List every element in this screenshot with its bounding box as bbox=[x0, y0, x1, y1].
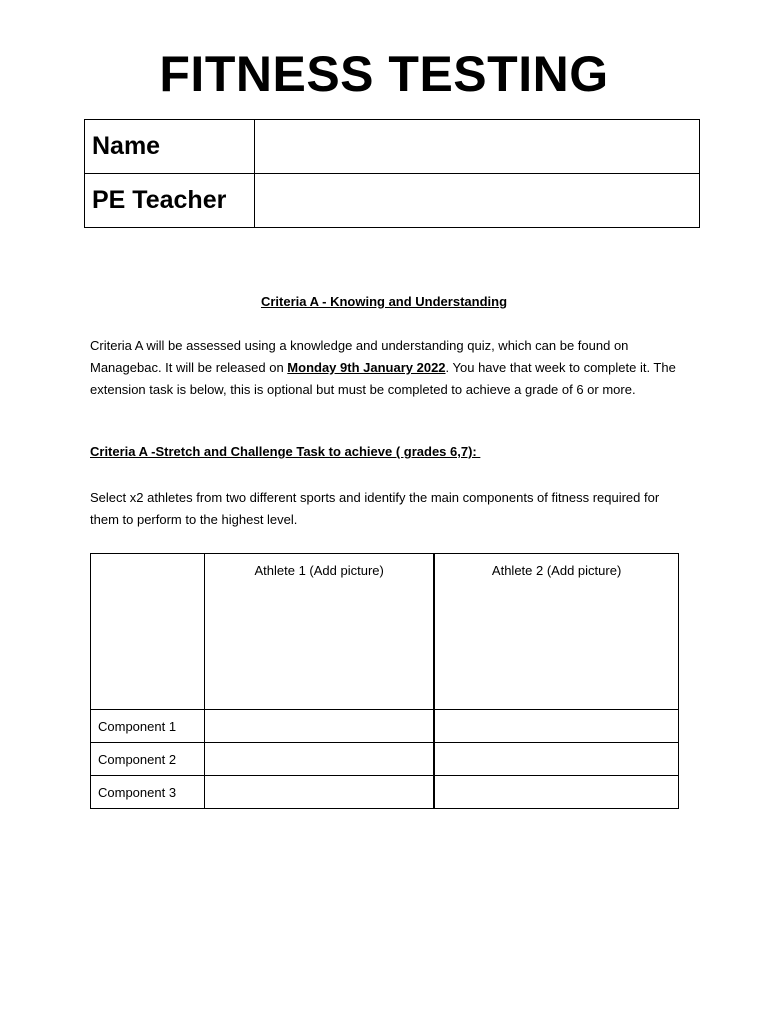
release-date: Monday 9th January 2022 bbox=[287, 360, 446, 375]
athlete-1-header[interactable]: Athlete 1 (Add picture) bbox=[205, 554, 435, 710]
name-row bbox=[85, 120, 700, 174]
component-3-athlete-2-cell[interactable] bbox=[434, 776, 678, 809]
criteria-a-heading: Criteria A - Knowing and Understanding bbox=[260, 294, 508, 309]
stretch-challenge-heading: Criteria A -Stretch and Challenge Task to achieve ( grades 6,7): bbox=[90, 444, 481, 459]
athlete-header-row bbox=[91, 554, 679, 710]
header-corner-cell bbox=[91, 554, 205, 710]
name-field[interactable] bbox=[255, 120, 700, 174]
pe-teacher-label: PE Teacher bbox=[85, 174, 255, 228]
table-row bbox=[91, 743, 679, 776]
component-1-athlete-1-cell[interactable] bbox=[205, 710, 435, 743]
component-2-athlete-2-cell[interactable] bbox=[434, 743, 678, 776]
intro-text-part1: Criteria A will be assessed using a knowledge and understanding quiz, which can be found on Managebac. It will be released on bbox=[90, 338, 629, 375]
pe-teacher-field[interactable] bbox=[255, 174, 700, 228]
athlete-components-table bbox=[90, 553, 679, 809]
student-info-table bbox=[84, 119, 700, 228]
task-instructions: Select x2 athletes from two different sports and identify the main components of fitness required for them to perform to the highest level. bbox=[90, 490, 660, 527]
name-label: Name bbox=[85, 120, 255, 174]
intro-text-part2: . You have that week to complete it. The extension task is below, this is optional but must be completed to achieve a grade of 6 or more. bbox=[90, 360, 676, 397]
table-row bbox=[91, 710, 679, 743]
pe-teacher-row bbox=[85, 174, 700, 228]
component-2-label: Component 2 bbox=[91, 743, 205, 776]
athlete-2-header[interactable]: Athlete 2 (Add picture) bbox=[434, 554, 678, 710]
table-row bbox=[91, 776, 679, 809]
component-3-athlete-1-cell[interactable] bbox=[205, 776, 435, 809]
page-title: FITNESS TESTING bbox=[159, 46, 609, 102]
criteria-a-intro bbox=[90, 335, 690, 401]
component-1-label: Component 1 bbox=[91, 710, 205, 743]
component-1-athlete-2-cell[interactable] bbox=[434, 710, 678, 743]
component-3-label: Component 3 bbox=[91, 776, 205, 809]
component-2-athlete-1-cell[interactable] bbox=[205, 743, 435, 776]
